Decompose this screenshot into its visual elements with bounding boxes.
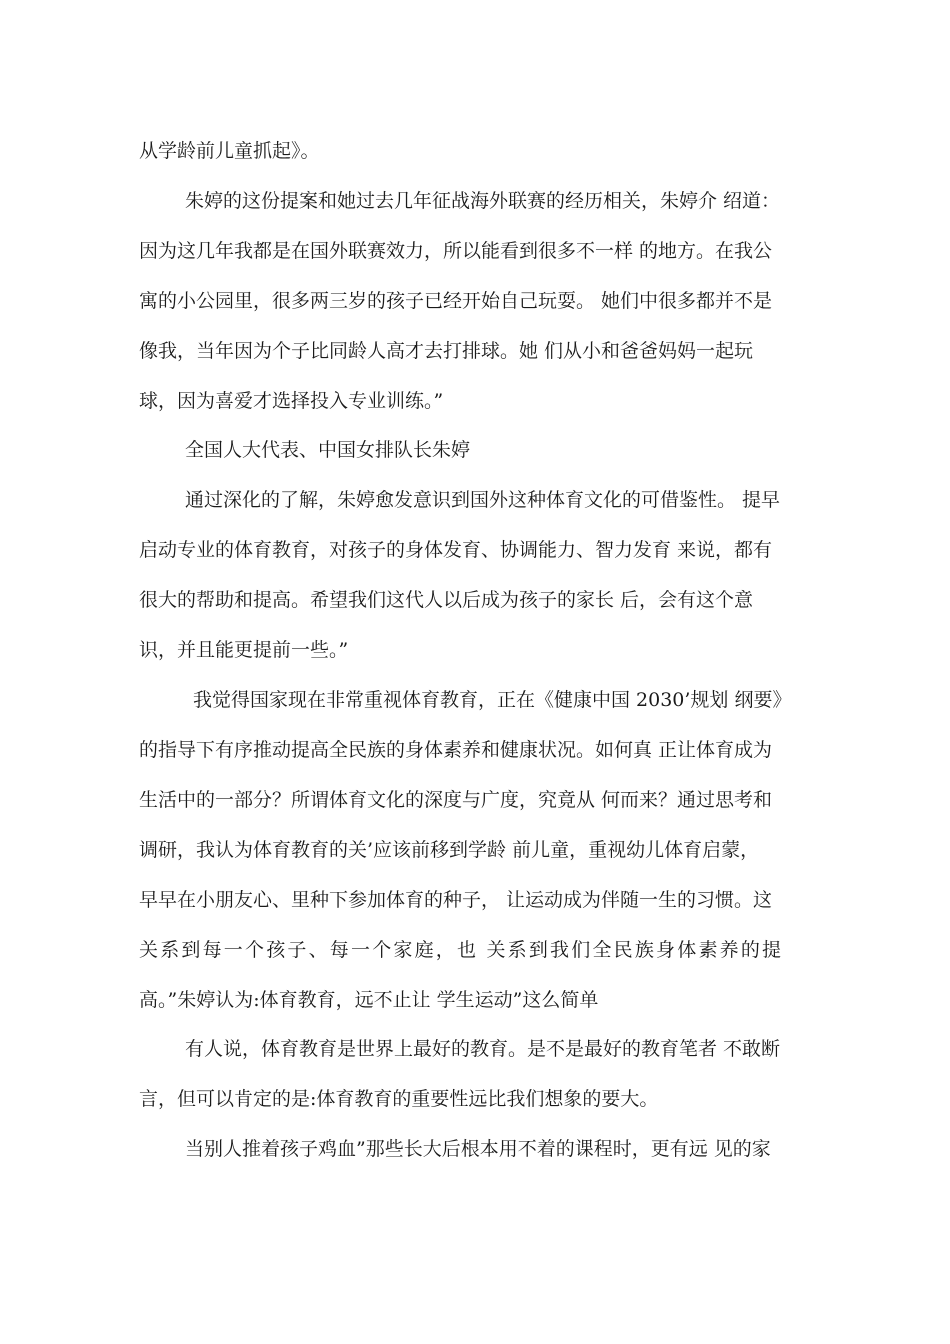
text-line-11: 识，并且能更提前一些。” xyxy=(139,639,349,661)
text-line-5: 像我，当年因为个子比同龄人高才去打排球。她 们从小和爸爸妈妈一起玩 xyxy=(139,340,754,362)
text-line-1: 从学龄前儿童抓起》。 xyxy=(139,140,320,162)
text-line-15: 调研，我认为体育教育的关’应该前移到学龄 前儿童，重视幼儿体育启蒙， xyxy=(139,839,760,861)
text-line-2: 朱婷的这份提案和她过去几年征战海外联赛的经历相关，朱婷介 绍道： xyxy=(185,190,781,212)
text-line-7: 全国人大代表、中国女排队长朱婷 xyxy=(185,439,471,461)
text-line-10: 很大的帮助和提高。希望我们这代人以后成为孩子的家长 后，会有这个意 xyxy=(139,589,754,611)
text-line-13: 的指导下有序推动提高全民族的身体素养和健康状况。如何真 正让体育成为 xyxy=(139,739,773,761)
text-line-19: 有人说，体育教育是世界上最好的教育。是不是最好的教育笔者 不敢断 xyxy=(185,1038,781,1060)
text-line-18: 高。”朱婷认为:体育教育，远不止让 学生运动”这么简单 xyxy=(139,989,599,1011)
text-line-12: 我觉得国家现在非常重视体育教育，正在《健康中国 2030’规划 纲要》 xyxy=(193,689,792,711)
text-line-21: 当别人推着孩子鸡血”那些长大后根本用不着的课程时，更有远 见的家 xyxy=(185,1138,771,1160)
text-line-9: 启动专业的体育教育，对孩子的身体发育、协调能力、智力发育 来说，都有 xyxy=(139,539,773,561)
text-line-8: 通过深化的了解，朱婷愈发意识到国外这种体育文化的可借鉴性。 提早 xyxy=(185,489,781,511)
text-line-6: 球，因为喜爱才选择投入专业训练。” xyxy=(139,390,444,412)
text-line-16: 早早在小朋友心、里种下参加体育的种子， 让运动成为伴随一生的习惯。这 xyxy=(139,889,773,911)
text-line-17: 关系到每一个孩子、每一个家庭，也 关系到我们全民族身体素养的提 xyxy=(139,939,784,961)
text-line-14: 生活中的一部分？所谓体育文化的深度与广度，究竟从 何而来？通过思考和 xyxy=(139,789,773,811)
text-line-20: 言，但可以肯定的是:体育教育的重要性远比我们想象的要大。 xyxy=(139,1088,659,1110)
text-line-4: 寓的小公园里，很多两三岁的孩子已经开始自己玩耍。 她们中很多都并不是 xyxy=(139,290,773,312)
text-line-3: 因为这几年我都是在国外联赛效力，所以能看到很多不一样 的地方。在我公 xyxy=(139,240,773,262)
